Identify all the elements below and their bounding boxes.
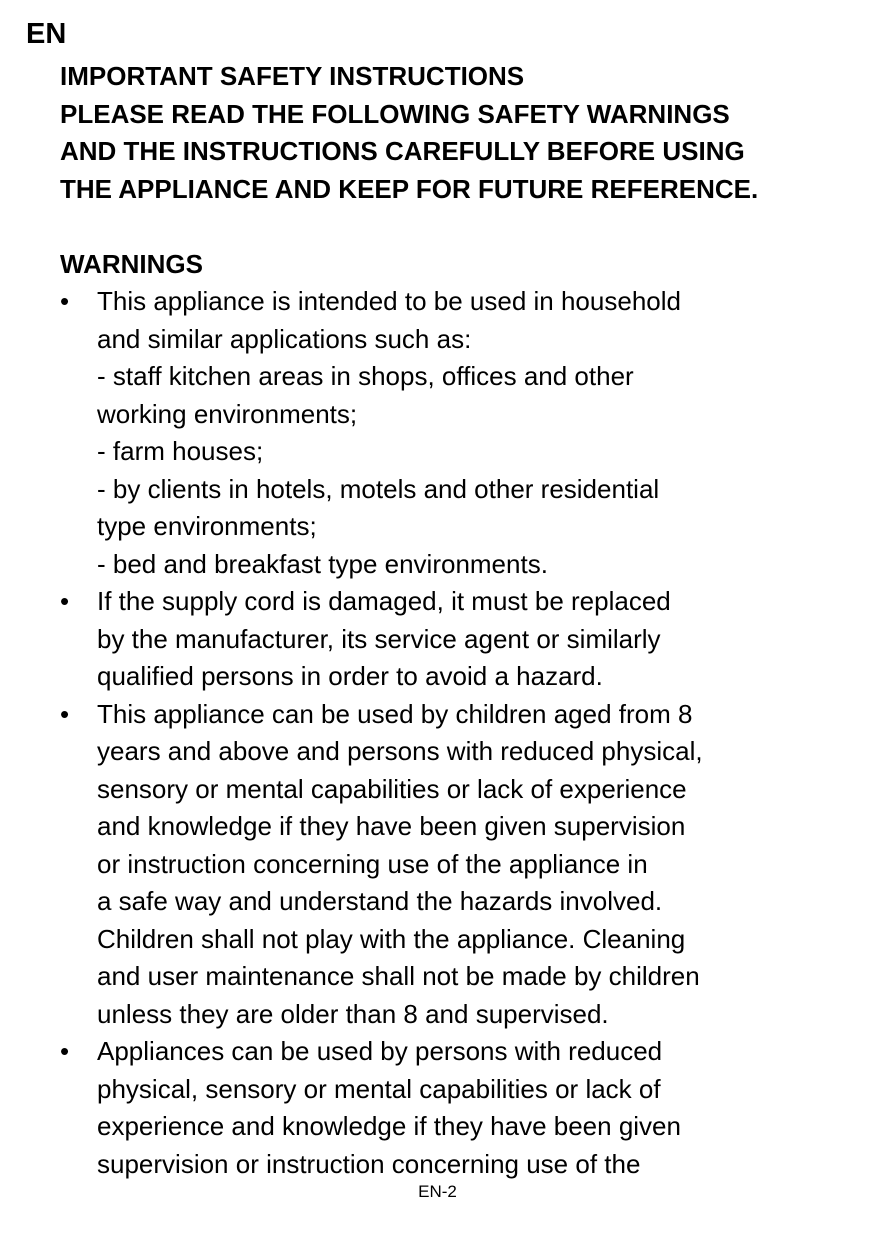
warning-line: - farm houses; <box>97 436 264 466</box>
bullet-icon: • <box>60 1036 70 1066</box>
page-number: EN-2 <box>418 1182 457 1201</box>
bullet-icon: • <box>60 698 70 729</box>
warning-line: years and above and persons with reduced physical, <box>97 736 703 766</box>
warning-line: Children shall not play with the appliance. Cleaning <box>97 923 686 954</box>
warning-item <box>60 583 850 696</box>
warning-line: This appliance is intended to be used in household <box>97 286 681 316</box>
heading-line: THE APPLIANCE AND KEEP FOR FUTURE REFERENCE. <box>60 173 759 204</box>
warning-line: sensory or mental capabilities or lack of experience <box>97 773 687 804</box>
language-code: EN <box>26 18 67 50</box>
warning-line: - by clients in hotels, motels and other residential <box>97 473 660 504</box>
document-body <box>60 58 850 1183</box>
warning-line: experience and knowledge if they have been given <box>97 1111 681 1141</box>
heading-line: IMPORTANT SAFETY INSTRUCTIONS <box>60 61 525 91</box>
heading-line: AND THE INSTRUCTIONS CAREFULLY BEFORE USING <box>60 136 745 166</box>
warning-line: supervision or instruction concerning use of the <box>97 1148 641 1179</box>
warning-line: physical, sensory or mental capabilities or lack of <box>97 1073 661 1104</box>
heading-line: PLEASE READ THE FOLLOWING SAFETY WARNINGS <box>60 98 730 129</box>
warning-line: and knowledge if they have been given supervision <box>97 811 686 841</box>
warning-line: type environments; <box>97 511 317 541</box>
warning-line: and user maintenance shall not be made by children <box>97 961 700 991</box>
warning-item <box>60 283 850 583</box>
safety-heading <box>60 58 850 208</box>
warning-line: - staff kitchen areas in shops, offices and other <box>97 361 634 391</box>
warning-line: or instruction concerning use of the appliance in <box>97 848 648 879</box>
bullet-icon: • <box>60 586 70 616</box>
warnings-list <box>60 283 850 1183</box>
bullet-icon: • <box>60 286 70 316</box>
warning-item <box>60 696 850 1034</box>
warning-line: a safe way and understand the hazards involved. <box>97 886 663 916</box>
warnings-title: WARNINGS <box>60 248 203 279</box>
warning-line: working environments; <box>97 398 358 429</box>
warning-item <box>60 1033 850 1183</box>
warning-line: This appliance can be used by children aged from 8 <box>97 698 693 729</box>
warning-line: by the manufacturer, its service agent or similarly <box>97 623 661 654</box>
warning-line: qualified persons in order to avoid a hazard. <box>97 661 603 691</box>
warning-line: Appliances can be used by persons with reduced <box>97 1036 663 1066</box>
warning-line: - bed and breakfast type environments. <box>97 548 548 579</box>
warning-line: and similar applications such as: <box>97 323 472 354</box>
warning-line: If the supply cord is damaged, it must be replaced <box>97 586 671 616</box>
warning-line: unless they are older than 8 and supervised. <box>97 998 609 1029</box>
